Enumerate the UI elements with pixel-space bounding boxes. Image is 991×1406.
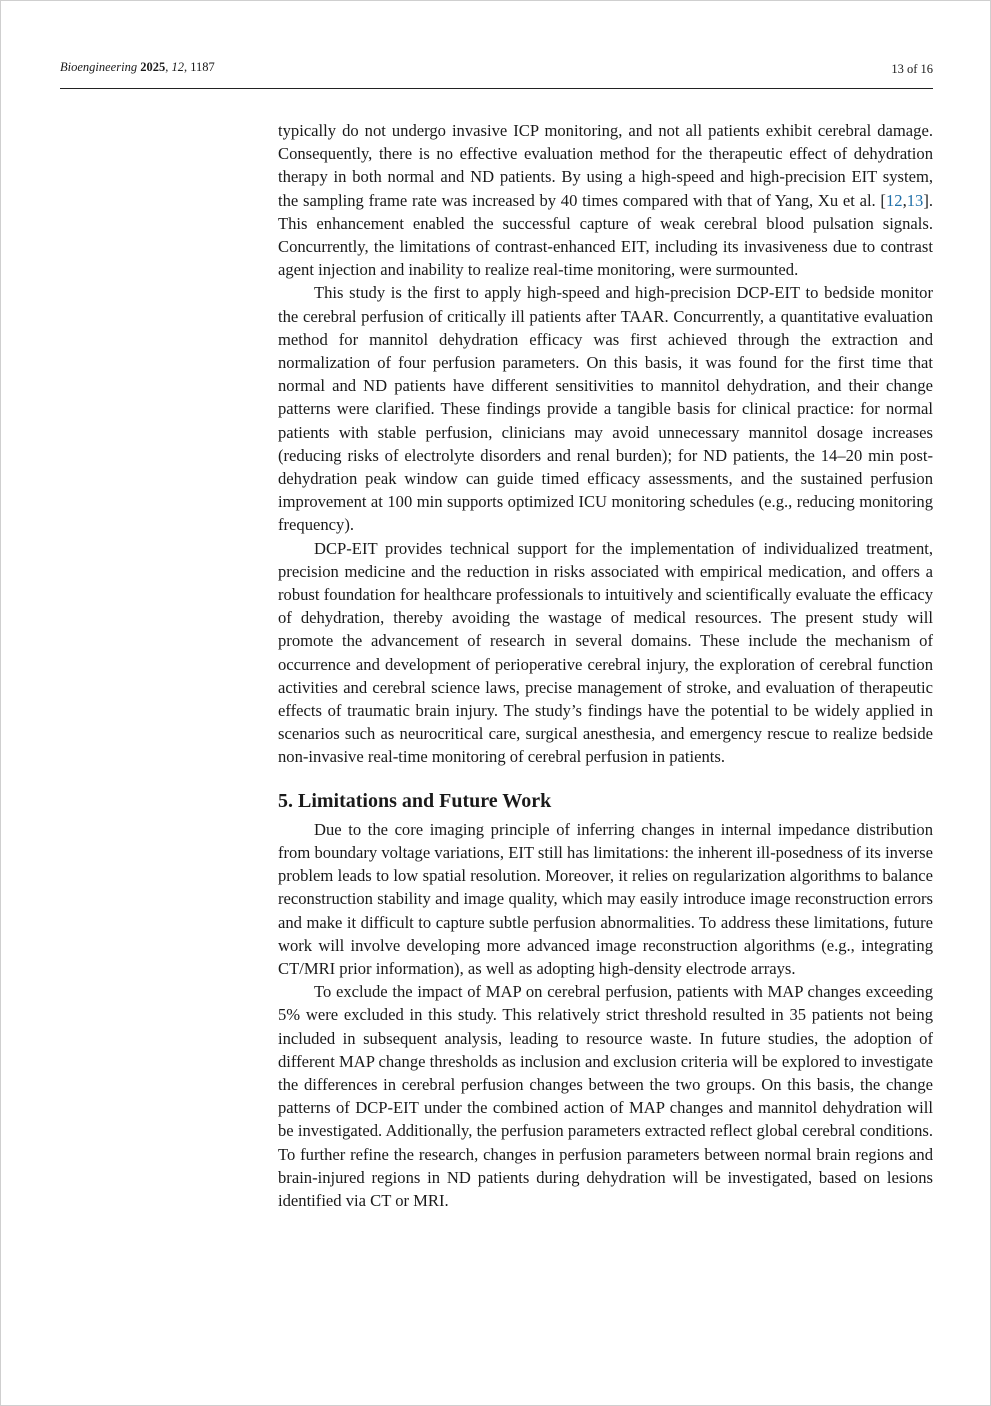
journal-volume: 12 — [171, 60, 184, 74]
paragraph-dcp-eit-support: DCP-EIT provides technical support for the implementation of individualized treatment, precision medicine and the reduction in risks associated with empirical medication, and offers a robust foundation for healthcare professionals to intuitively and scientifically evaluate the efficacy of dehydration, thereby avoiding the wastage of medical resources. The present study will promote the advancement of research in several domains. These include the mechanism of occurrence and development of perioperative cerebral injury, the exploration of cerebral function activities and cerebral science laws, precise management of stroke, and evaluation of therapeutic effects of traumatic brain injury. The study’s findings have the potential to be widely applied in scenarios such as neurocritical care, surgical anesthesia, and emergency rescue to realize bedside non-invasive real-time monitoring of cerebral perfusion in patients. — [278, 538, 933, 767]
paragraph-text: typically do not undergo invasive ICP monitoring, and not all patients exhibit cerebral damage. Consequently, there is no effective evaluation method for the therapeutic effect of dehydration therapy in both normal and ND patients. By using a high-speed and high-precision EIT system, the sampling frame rate was increased by 40 times compared with that of Yang, Xu et al. [ — [278, 121, 933, 210]
main-text-column — [278, 119, 933, 1212]
section-heading-limitations: 5. Limitations and Future Work — [278, 789, 552, 812]
article-number: 1187 — [190, 60, 215, 74]
citation-link-13[interactable]: 13 — [906, 190, 924, 210]
running-header — [60, 60, 933, 89]
journal-name: Bioengineering — [60, 60, 138, 74]
page-number: 13 of 16 — [891, 62, 933, 76]
paragraph-text: ]. This enhancement enabled the successful capture of weak cerebral blood pulsation signals. Concurrently, the limitations of contrast-enhanced EIT, including its invasiveness due to contrast agent injection and inability to realize real-time monitoring, were surmounted. — [278, 190, 933, 280]
citation-link-12[interactable]: 12 — [885, 190, 903, 210]
paragraph-study-first: This study is the first to apply high-speed and high-precision DCP-EIT to bedside monitor the cerebral perfusion of critically ill patients after TAAR. Concurrently, a quantitative evaluation method for mannitol dehydration efficacy was first achieved through the extraction and normalization of four perfusion parameters. On this basis, it was found for the first time that normal and ND patients have different sensitivities to mannitol dehydration, and their change patterns were clarified. These findings provide a tangible basis for clinical practice: for normal patients with stable perfusion, clinicians may avoid unnecessary mannitol dosage increases (reducing risks of electrolyte disorders and renal burden); for ND patients, the 14–20 min post-dehydration peak window can guide timed efficacy assessments, and the sustained perfusion improvement at 100 min supports optimized ICU monitoring schedules (e.g., reducing monitoring frequency). — [278, 283, 933, 535]
paragraph-limitations: Due to the core imaging principle of inferring changes in internal impedance distribution from boundary voltage variations, EIT still has limitations: the inherent ill-posedness of its inverse problem leads to low spatial resolution. Moreover, it relies on regularization algorithms to balance reconstruction stability and image quality, which may easily introduce image reconstruction errors and make it difficult to capture subtle perfusion abnormalities. To address these limitations, future work will involve developing more advanced image reconstruction algorithms (e.g., integrating CT/MRI prior information), as well as adopting high-density electrode arrays. — [278, 819, 933, 978]
paragraph-map-exclusion: To exclude the impact of MAP on cerebral perfusion, patients with MAP changes exceeding 5% were excluded in this study. This relatively strict threshold resulted in 35 patients not being included in subsequent analysis, leading to resource waste. In future studies, the adoption of different MAP change thresholds as inclusion and exclusion criteria will be explored to investigate the differences in cerebral perfusion changes between the two groups. On this basis, the change patterns of DCP-EIT under the combined action of MAP changes and mannitol dehydration will be investigated. Additionally, the perfusion parameters extracted reflect global cerebral conditions. To further refine the research, changes in perfusion parameters between normal brain regions and brain-injured regions in ND patients during dehydration will be investigated, based on lesions identified via CT or MRI. — [278, 982, 933, 1210]
journal-citation: Bioengineering 2025, 12, 1187 — [60, 60, 215, 74]
journal-year: 2025 — [140, 60, 166, 74]
paragraph-continued — [278, 119, 933, 281]
citation-separator: , — [902, 190, 907, 210]
